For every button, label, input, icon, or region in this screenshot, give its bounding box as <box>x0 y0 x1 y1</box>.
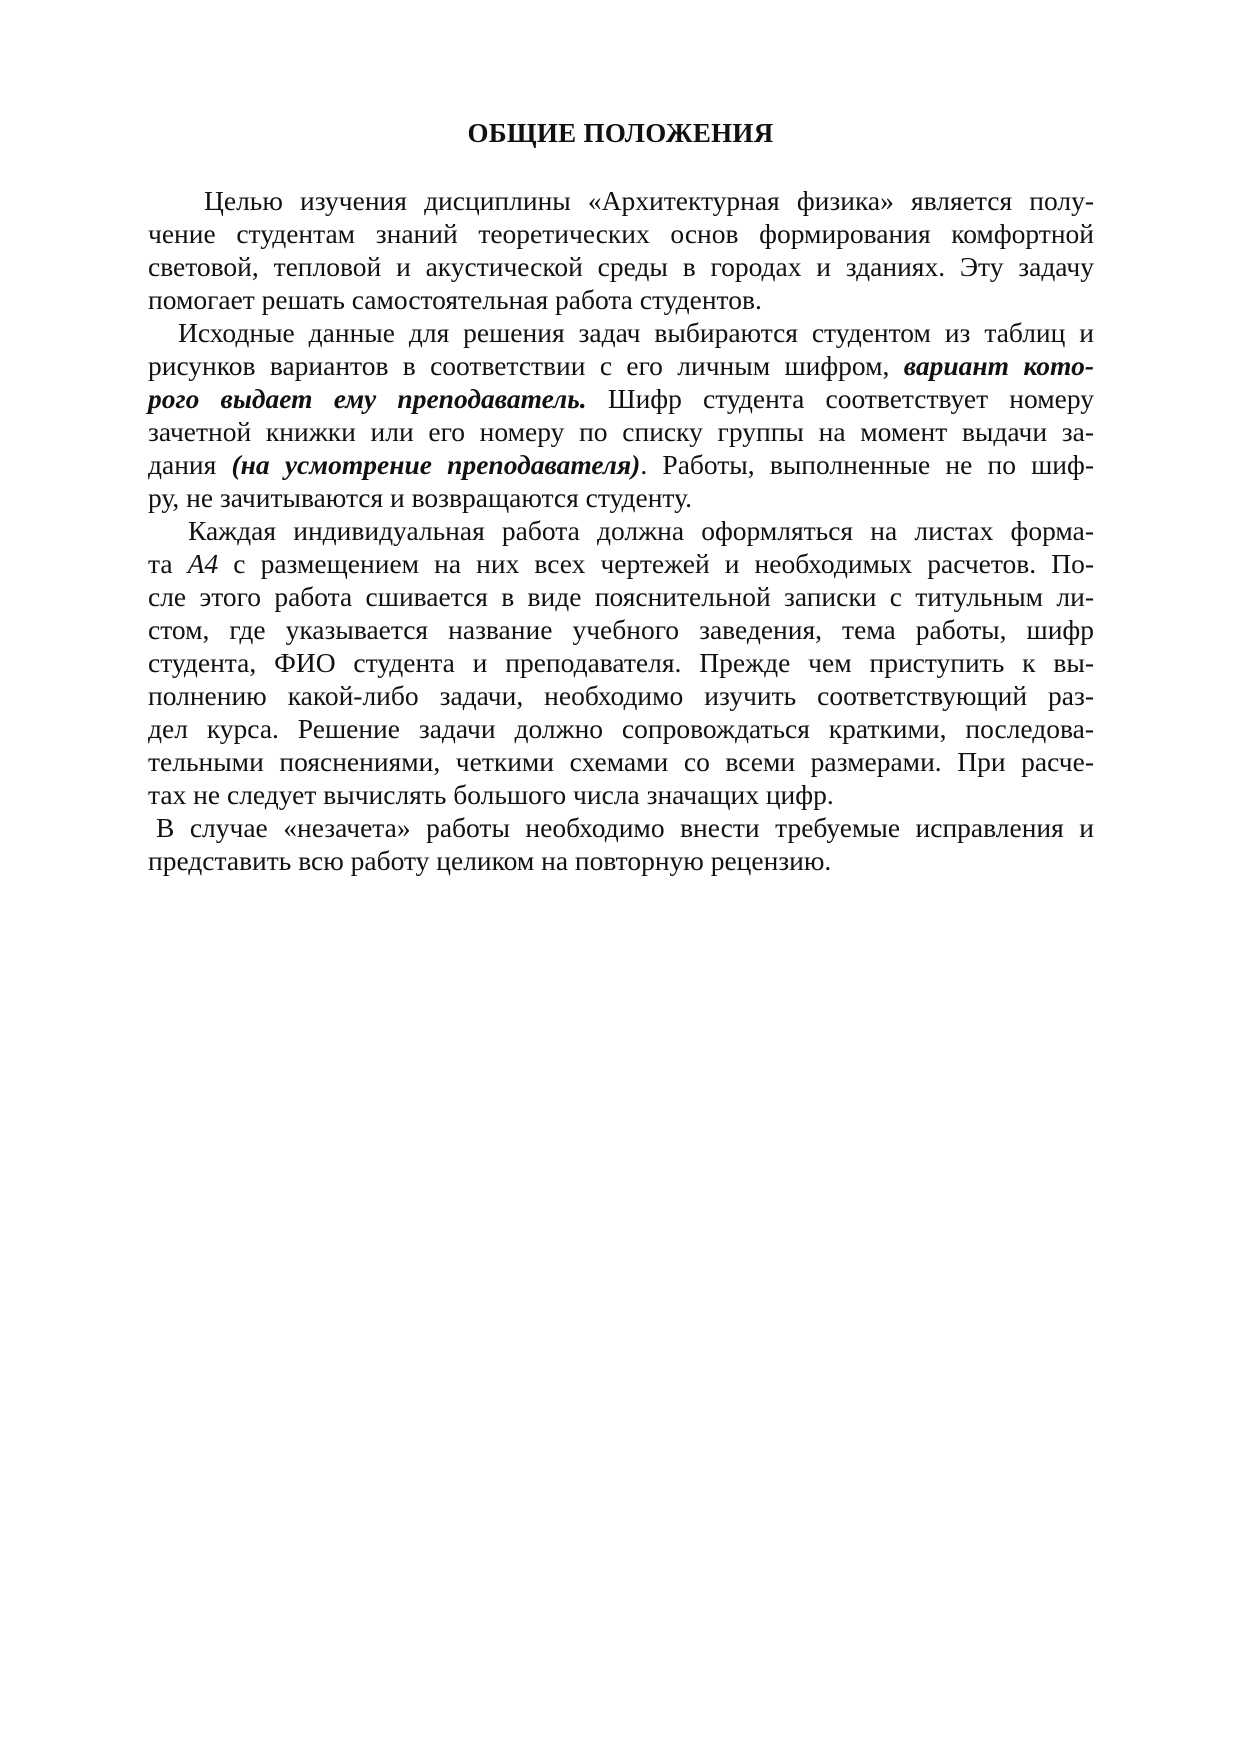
text-segment: В случае «незачета» работы необходимо внести требуемые исправления и <box>156 812 1094 843</box>
page-title: ОБЩИЕ ПОЛОЖЕНИЯ <box>467 118 774 148</box>
paragraph-1-line-3 <box>148 250 1094 283</box>
text-segment: Исходные данные для решения задач выбираются студентом из таблиц и <box>178 317 1094 348</box>
paragraph-4-line-2 <box>148 844 1094 877</box>
text-segment: Каждая индивидуальная работа должна оформляться на листах форма- <box>188 515 1094 546</box>
text-segment: дел курса. Решение задачи должно сопровождаться краткими, последова- <box>148 713 1094 744</box>
text-segment: сле этого работа сшивается в виде пояснительной записки с титульным ли- <box>148 581 1094 612</box>
paragraph-1-line-4 <box>148 283 1094 316</box>
text-segment: стом, где указывается название учебного заведения, тема работы, шифр <box>148 614 1094 645</box>
text-segment: полнению какой-либо задачи, необходимо изучить соответствующий раз- <box>148 680 1094 711</box>
paragraph-1-line-2 <box>148 217 1094 250</box>
text-segment: световой, тепловой и акустической среды в городах и зданиях. Эту задачу <box>148 251 1094 282</box>
document-body <box>148 184 1094 877</box>
text-segment: та <box>148 548 188 579</box>
paragraph-3-line-1 <box>148 514 1094 547</box>
paragraph-2-line-4 <box>148 415 1094 448</box>
text-segment: рисунков вариантов в соответствии с его личным шифром, <box>148 350 904 381</box>
text-segment: . Работы, выполненные не по шиф- <box>640 449 1095 480</box>
paragraph-3-line-4 <box>148 613 1094 646</box>
text-segment: дания <box>148 449 232 480</box>
emphasis-italic: А4 <box>187 548 219 579</box>
paragraph-3-line-2 <box>148 547 1094 580</box>
paragraph-3-line-5 <box>148 646 1094 679</box>
paragraph-2-line-2 <box>148 349 1094 382</box>
text-segment: тельными пояснениями, четкими схемами со всеми размерами. При расче- <box>148 746 1094 777</box>
text-segment: студента, ФИО студента и преподавателя. Прежде чем приступить к вы- <box>148 647 1094 678</box>
paragraph-3-line-7 <box>148 712 1094 745</box>
paragraph-3-line-6 <box>148 679 1094 712</box>
paragraph-3-line-8 <box>148 745 1094 778</box>
paragraph-2-line-3 <box>148 382 1094 415</box>
text-segment: ру, не зачитываются и возвращаются студенту. <box>148 482 692 513</box>
paragraph-4-line-1 <box>148 811 1094 844</box>
emphasis-bold-italic: вариант кото- <box>903 350 1094 381</box>
paragraph-2-line-5 <box>148 448 1094 481</box>
paragraph-2-line-6 <box>148 481 1094 514</box>
paragraph-3-line-3 <box>148 580 1094 613</box>
emphasis-bold-italic: (на усмотрение преподавателя) <box>231 449 641 480</box>
paragraph-2-line-1 <box>148 316 1094 349</box>
emphasis-bold-italic: рого выдает ему преподаватель. <box>148 383 587 414</box>
text-segment: представить всю работу целиком на повторную рецензию. <box>148 845 832 876</box>
text-segment: тах не следует вычислять большого числа значащих цифр. <box>148 779 834 810</box>
paragraph-1-line-1 <box>148 184 1094 217</box>
text-segment: Шифр студента соответствует номеру <box>586 383 1094 414</box>
text-segment: Целью изучения дисциплины «Архитектурная физика» является полу- <box>204 185 1094 216</box>
paragraph-3-line-9 <box>148 778 1094 811</box>
text-segment: с размещением на них всех чертежей и необходимых расчетов. По- <box>218 548 1095 579</box>
text-segment: чение студентам знаний теоретических основ формирования комфортной <box>148 218 1094 249</box>
text-segment: помогает решать самостоятельная работа студентов. <box>148 284 762 315</box>
text-segment: зачетной книжки или его номеру по списку группы на момент выдачи за- <box>148 416 1094 447</box>
